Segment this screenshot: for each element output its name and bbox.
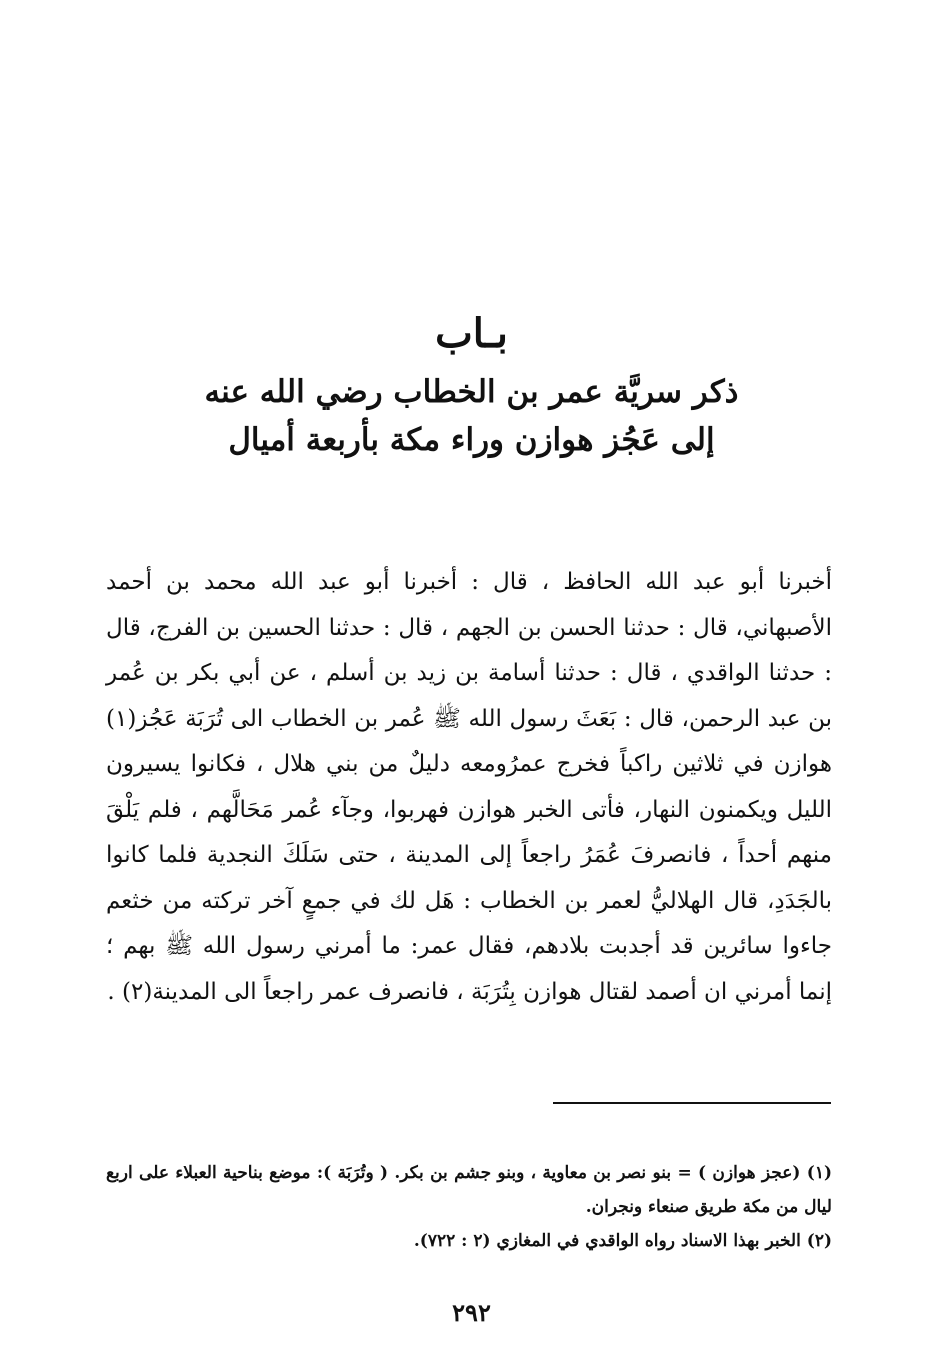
main-text: أخبرنا أبو عبد الله الحافظ ، قال : أخبرنا أبو عبد الله محمد بن أحمد الأصبهاني، قال : حدثنا الحسن بن الجهم ، قال : حدثنا الحسين بن الفرج، قال : حدثنا الواقدي ، قال : حدثنا أسامة بن زيد بن أسلم ، عن أبي بكر بن عُمر بن عبد الرحمن، قال : بَعَثَ رسول الله ﷺ عُمر بن الخطاب الى تُرَبَة عَجُز(١) هوازن في ثلاثين راكباً فخرج عمرُومعه دليلٌ من بني هلال ، فكانوا يسيرون الليل ويكمنون النهار، فأتى الخبر هوازن فهربوا، وجآء عُمر مَحَالَّهم ، فلم يَلْقَ منهم أحداً ، فانصرفَ عُمَرُ راجعاً إلى المدينة ، حتى سَلَكَ النجدية فلما كانوا بالجَدَدِ، قال الهلاليُّ لعمر بن الخطاب : هَل لك في جمعٍ آخر تركته من خثعم جاءوا سائرين قد أجدبت بلادهم، فقال عمر: ما أمرني رسول الله ﷺ بهم ؛ إنما أمرني ان أصمد لقتال هوازن بِتُرَبَة ، فانصرف عمر راجعاً الى المدينة(٢) . xyxy=(106,569,832,1005)
page-number: ٢٩٢ xyxy=(452,1298,491,1327)
footnote-divider xyxy=(553,1102,831,1104)
footnote-1: (١) (عجز هوازن ) = بنو نصر بن معاوية ، وبنو جشم بن بكر. ( وتُرَبَة ): موضع بناحية العبلاء على اربع ليال من مكة طريق صنعاء ونجران. xyxy=(106,1163,832,1217)
chapter-heading xyxy=(0,308,943,464)
chapter-label: بـاب xyxy=(435,310,508,357)
footnotes xyxy=(106,1156,832,1258)
chapter-title-line-2: إلى عَجُز هوازن وراء مكة بأربعة أميال xyxy=(228,422,715,458)
footnote-2: (٢) الخبر بهذا الاسناد رواه الواقدي في المغازي (٢ : ٧٢٢). xyxy=(413,1231,832,1251)
chapter-title-line-1: ذكر سريَّة عمر بن الخطاب رضي الله عنه xyxy=(204,374,739,410)
